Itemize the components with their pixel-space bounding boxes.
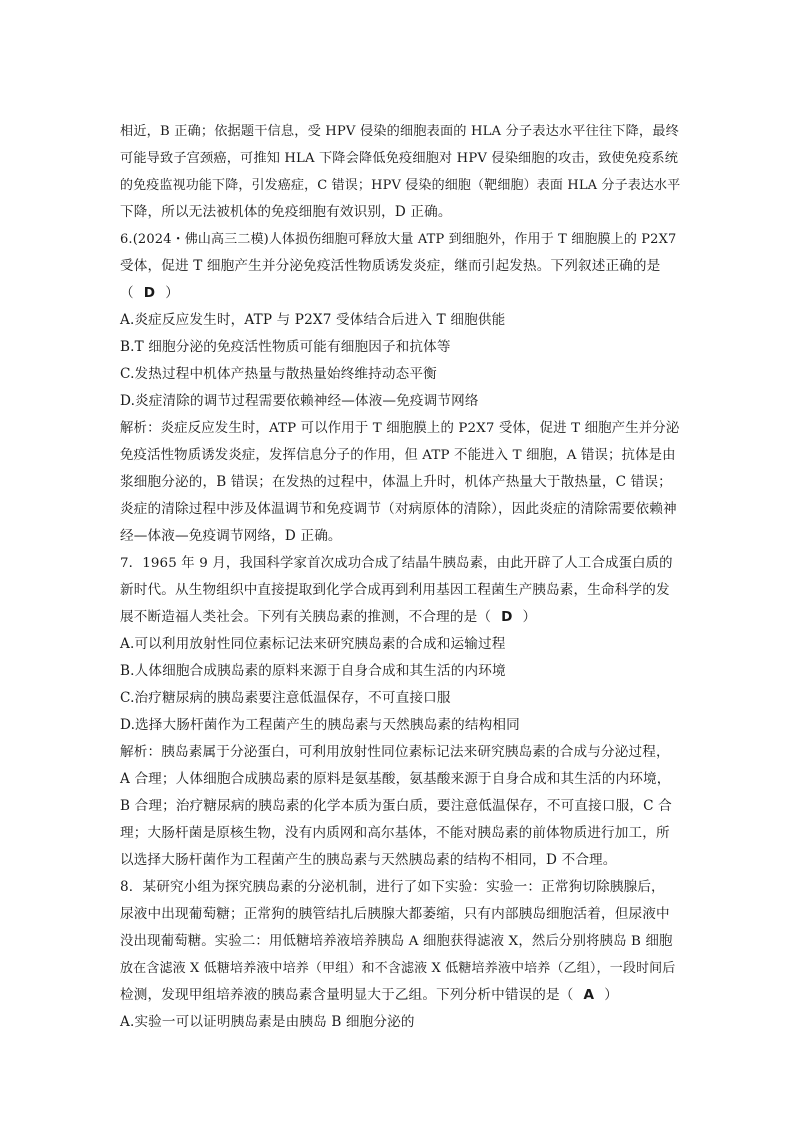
text-line: 以选择大肠杆菌作为工程菌产生的胰岛素与天然胰岛素的结构不相同，D 不合理。 [120,852,617,868]
bracket-close: ） [165,285,179,301]
question-8-line: 8．某研究小组为探究胰岛素的分泌机制，进行了如下实验：实验一：正常狗切除胰腺后， [120,879,665,895]
bracket-open: （ [120,285,134,301]
answer-line-q6 [120,280,680,307]
text-line: 尿液中出现葡萄糖；正常狗的胰管结扎后胰腺大都萎缩，只有内部胰岛细胞活着，但尿液中 [120,906,670,922]
answer-q7: D [501,609,513,625]
analysis-line: 解析：胰岛素属于分泌蛋白，可利用放射性同位素标记法来研究胰岛素的合成与分泌过程， [120,744,670,760]
text-line: 可能导致子宫颈癌，可推知 HLA 下降会降低免疫细胞对 HPV 侵染细胞的攻击，致使免疫系统 [120,151,679,166]
bracket-close: ） [604,987,618,1003]
text-line: 放在含滤液 X 低糖培养液中培养（甲组）和不含滤液 X 低糖培养液中培养（乙组），一段时间后 [120,961,676,976]
option-b: B.T 细胞分泌的免疫活性物质可能有细胞因子和抗体等 [120,339,451,355]
text-line: 理；大肠杆菌是原核生物，没有内质网和高尔基体，不能对胰岛素的前体物质进行加工，所 [120,825,670,841]
text-line: 炎症的清除过程中涉及体温调节和免疫调节（对病原体的清除），因此炎症的清除需要依赖神 [120,501,677,517]
answer-line-q8 [120,982,680,1009]
question-8-stem-end: 检测，发现甲组培养液的胰岛素含量明显大于乙组。下列分析中错误的是（ [120,987,574,1003]
question-7-stem-end: 展不断造福人类社会。下列有关胰岛素的推测，不合理的是（ [120,609,492,625]
option-a: A.可以利用放射性同位素标记法来研究胰岛素的合成和运输过程 [120,636,506,652]
text-line: 相近，B 正确；依据题干信息，受 HPV 侵染的细胞表面的 HLA 分子表达水平往往下降，最终 [120,124,679,139]
text-line: 新时代。从生物组织中直接提取到化学合成再到利用基因工程菌生产胰岛素，生命科学的发 [120,582,670,598]
question-6-line: 6.(2024・佛山高三二模)人体损伤细胞可释放大量 ATP 到细胞外，作用于 T 细胞膜上的 P2X7 [120,232,677,247]
document-body [120,118,680,1036]
answer-q6: D [143,285,156,301]
text-line: B 合理；治疗糖尿病的胰岛素的化学本质为蛋白质，要注意低温保存，不可直接口服，C 合 [120,798,672,814]
answer-q8: A [583,987,595,1003]
option-a: A.实验一可以证明胰岛素是由胰岛 B 细胞分泌的 [120,1014,415,1030]
option-c: C.发热过程中机体产热量与散热量始终维持动态平衡 [120,366,437,382]
text-line: A 合理；人体细胞合成胰岛素的原料是氨基酸，氨基酸来源于自身合成和其生活的内环境， [120,771,671,787]
text-line: 的免疫监视功能下降，引发癌症，C 错误；HPV 侵染的细胞（靶细胞）表面 HLA 分子表达水平 [120,178,681,193]
analysis-line: 解析：炎症反应发生时，ATP 可以作用于 T 细胞膜上的 P2X7 受体，促进 T 细胞产生并分泌 [120,421,680,436]
option-d: D.选择大肠杆菌作为工程菌产生的胰岛素与天然胰岛素的结构相同 [120,717,520,733]
text-line: 下降，所以无法被机体的免疫细胞有效识别，D 正确。 [120,204,452,220]
option-c: C.治疗糖尿病的胰岛素要注意低温保存，不可直接口服 [120,690,451,706]
text-line: 受体，促进 T 细胞产生并分泌免疫活性物质诱发炎症，继而引起发热。下列叙述正确的是 [120,258,661,274]
text-line: 经—体液—免疫调节网络，D 正确。 [120,528,342,544]
question-7-line: 7．1965 年 9 月，我国科学家首次成功合成了结晶牛胰岛素，由此开辟了人工合成蛋白质的 [120,556,673,571]
option-d: D.炎症清除的调节过程需要依赖神经—体液—免疫调节网络 [120,393,479,409]
bracket-close: ） [522,609,537,625]
option-a: A.炎症反应发生时，ATP 与 P2X7 受体结合后进入 T 细胞供能 [120,312,506,328]
text-line: 没出现葡萄糖。实验二：用低糖培养液培养胰岛 A 细胞获得滤液 X，然后分别将胰岛 B 细胞 [120,934,673,949]
text-line: 浆细胞分泌的，B 错误；在发热的过程中，体温上升时，机体产热量大于散热量，C 错误； [120,474,672,490]
option-b: B.人体细胞合成胰岛素的原料来源于自身合成和其生活的内环境 [120,663,506,679]
answer-line-q7 [120,604,680,631]
text-line: 免疫活性物质诱发炎症，发挥信息分子的作用，但 ATP 不能进入 T 细胞，A 错误；抗体是由 [120,448,676,463]
